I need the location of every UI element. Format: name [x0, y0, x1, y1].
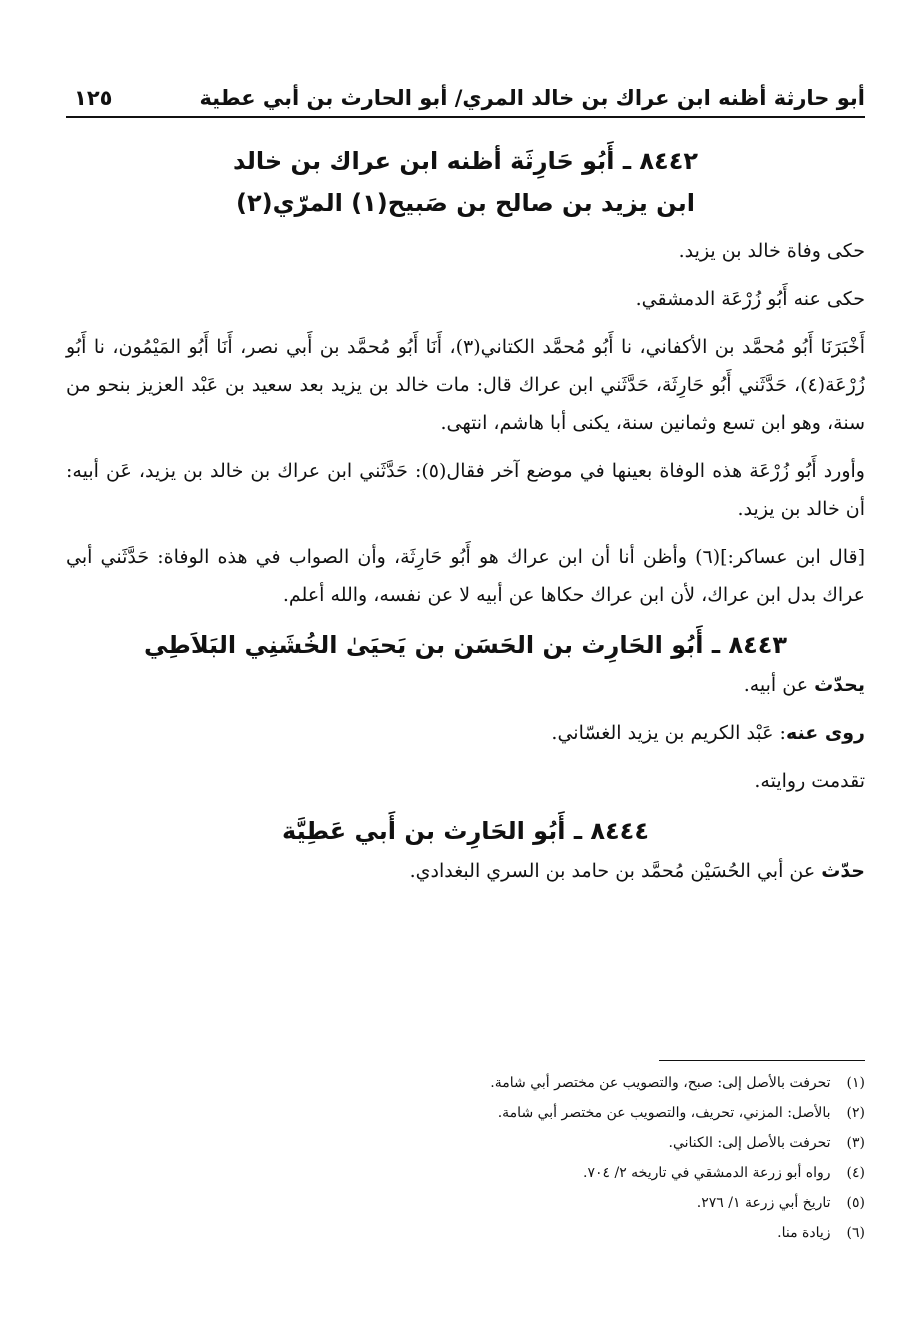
paragraph-text: عن أبي الحُسَيْن مُحمَّد بن حامد بن السري البغدادي. [409, 860, 822, 882]
footnote-text: بالأصل: المزني، تحريف، والتصويب عن مختصر أبي شامة. [497, 1105, 831, 1121]
footnote [66, 1098, 865, 1128]
paragraph: أَخْبَرَنَا أَبُو مُحمَّد بن الأكفاني، نا أَبُو مُحمَّد الكتاني(٣)، أَنَا أَبُو مُحمَّد بن أَبي نصر، أَنَا أَبُو المَيْمُون، نا أَبُو زُرْعَة(٤)، حَدَّثَني أَبُو حَارِثَة، حَدَّثَني ابن عراك قال: مات خالد بن يزيد بعد سعيد بن عَبْد العزيز بنحو من سنة، وهو ابن تسع وثمانين سنة، يكنى أبا هاشم، انتهى. [66, 336, 865, 434]
paragraph: [قال ابن عساكر:](٦) وأظن أنا أن ابن عراك هو أَبُو حَارِثَة، وأن الصواب في هذه الوفاة: حَدَّثَني أبي عراك بدل ابن عراك، لأن ابن عراك حكاها عن أبيه لا عن نفسه، والله أعلم. [66, 546, 865, 606]
footnote-text: تحرفت بالأصل إلى: صبح، والتصويب عن مختصر أبي شامة. [490, 1075, 831, 1091]
footnote-text: زيادة منا. [777, 1225, 831, 1241]
footnote-text: تاريخ أبي زرعة ١/ ٢٧٦. [696, 1195, 831, 1211]
paragraph [66, 852, 865, 890]
paragraph: حكى وفاة خالد بن يزيد. [678, 240, 865, 262]
footnote-number: (٢) [846, 1105, 865, 1121]
page-number: ١٢٥ [74, 86, 113, 110]
footnote-text: رواه أبو زرعة الدمشقي في تاريخه ٢/ ٧٠٤. [583, 1165, 831, 1181]
footnotes [66, 1068, 865, 1248]
footnote-text: تحرفت بالأصل إلى: الكناني. [668, 1135, 831, 1151]
entry-title-8443: ٨٤٤٣ ـ أَبُو الحَارِث بن الحَسَن بن يَحيَىٰ الخُشَنِي البَلاَطِي [143, 631, 788, 659]
footnote-divider [659, 1060, 865, 1061]
lead-word: يحدّث [814, 674, 865, 696]
lead-word: روى عنه [785, 722, 865, 744]
entry-title-8442 [66, 140, 865, 224]
footnote-number: (١) [846, 1075, 865, 1091]
main-text [66, 140, 865, 900]
footnote-number: (٤) [846, 1165, 865, 1181]
paragraph: وأورد أَبُو زُرْعَة هذه الوفاة بعينها في موضع آخر فقال(٥): حَدَّثَني ابن عراك بن خالد بن يزيد، عَن أبيه: أن خالد بن يزيد. [66, 460, 865, 520]
footnote [66, 1188, 865, 1218]
footnote-number: (٣) [846, 1135, 865, 1151]
footnote [66, 1128, 865, 1158]
spacer [66, 224, 865, 232]
paragraph: تقدمت روايته. [754, 770, 865, 792]
footnote [66, 1158, 865, 1188]
running-title: أبو حارثة أظنه ابن عراك بن خالد المري/ أبو الحارث بن أبي عطية [199, 86, 865, 110]
lead-word: حدّث [821, 860, 865, 882]
paragraph-text: عن أبيه. [743, 674, 815, 696]
paragraph-text: : عَبْد الكريم بن يزيد الغسّاني. [551, 722, 786, 744]
footnote-number: (٥) [846, 1195, 865, 1211]
paragraph [66, 666, 865, 704]
paragraph [66, 714, 865, 752]
footnote [66, 1068, 865, 1098]
entry-title-line: ابن يزيد بن صالح بن صَبيح(١) المرّي(٢) [235, 189, 696, 217]
entry-title-line: ٨٤٤٢ ـ أَبُو حَارِثَة أظنه ابن عراك بن خالد [233, 147, 698, 175]
entry-title-8444: ٨٤٤٤ ـ أَبُو الحَارِث بن أَبي عَطِيَّة [282, 817, 649, 845]
page-header [66, 72, 865, 118]
paragraph: حكى عنه أَبُو زُرْعَة الدمشقي. [635, 288, 865, 310]
footnote [66, 1218, 865, 1248]
footnote-number: (٦) [846, 1225, 865, 1241]
